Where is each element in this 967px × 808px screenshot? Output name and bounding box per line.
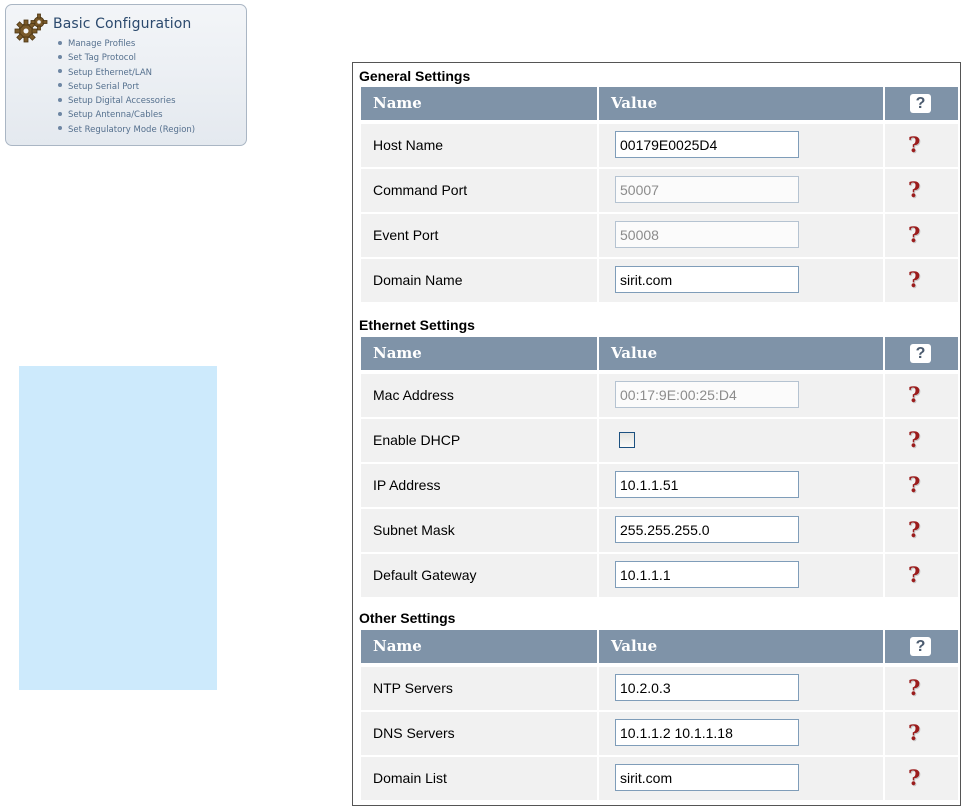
column-header-name: Name: [361, 87, 597, 120]
subnet-mask-input[interactable]: [615, 516, 799, 543]
column-header-value: Value: [599, 630, 883, 663]
question-mark-icon[interactable]: ?: [908, 427, 921, 452]
nav-item-set-tag-protocol[interactable]: Set Tag Protocol: [58, 51, 195, 65]
help-cell: [885, 554, 958, 597]
column-header-name: Name: [361, 630, 597, 663]
help-box-icon[interactable]: ?: [910, 637, 931, 656]
row-label-event-port: Event Port: [361, 214, 597, 257]
value-cell: [599, 124, 883, 167]
nav-title: Basic Configuration: [53, 16, 192, 32]
help-cell: [885, 509, 958, 552]
row-label-ip-address: IP Address: [361, 464, 597, 507]
question-mark-icon[interactable]: ?: [908, 382, 921, 407]
nav-item-setup-digital-accessories[interactable]: Setup Digital Accessories: [58, 94, 195, 108]
side-panel: [19, 366, 217, 690]
help-cell: [885, 464, 958, 507]
column-header-help: [885, 87, 958, 120]
question-mark-icon[interactable]: ?: [908, 720, 921, 745]
row-label-domain-list: Domain List: [361, 757, 597, 800]
mac-address-input: [615, 381, 799, 408]
question-mark-icon[interactable]: ?: [908, 472, 921, 497]
nav-item-set-regulatory-mode[interactable]: Set Regulatory Mode (Region): [58, 123, 195, 137]
domain-list-input[interactable]: [615, 764, 799, 791]
table-row: [361, 214, 958, 257]
question-mark-icon[interactable]: ?: [908, 177, 921, 202]
table-row: [361, 374, 958, 417]
value-cell: [599, 464, 883, 507]
nav-item-manage-profiles[interactable]: Manage Profiles: [58, 37, 195, 51]
value-cell: [599, 509, 883, 552]
help-cell: [885, 214, 958, 257]
section-title-ethernet: Ethernet Settings: [359, 317, 475, 333]
ip-address-input[interactable]: [615, 471, 799, 498]
ntp-servers-input[interactable]: [615, 674, 799, 701]
help-box-icon[interactable]: ?: [910, 344, 931, 363]
question-mark-icon[interactable]: ?: [908, 267, 921, 292]
row-label-command-port: Command Port: [361, 169, 597, 212]
section-title-other: Other Settings: [359, 610, 456, 626]
row-label-ntp-servers: NTP Servers: [361, 667, 597, 710]
command-port-input: [615, 176, 799, 203]
column-header-name: Name: [361, 337, 597, 370]
default-gateway-input[interactable]: [615, 561, 799, 588]
value-cell: [599, 374, 883, 417]
basic-configuration-menu: [5, 4, 247, 146]
table-row: [361, 464, 958, 507]
table-header: [361, 630, 958, 663]
settings-panel: [352, 62, 961, 806]
nav-item-setup-ethernet-lan[interactable]: Setup Ethernet/LAN: [58, 66, 195, 80]
help-cell: [885, 667, 958, 710]
table-row: [361, 667, 958, 710]
help-cell: [885, 712, 958, 755]
help-cell: [885, 757, 958, 800]
row-label-enable-dhcp: Enable DHCP: [361, 419, 597, 462]
event-port-input: [615, 221, 799, 248]
question-mark-icon[interactable]: ?: [908, 517, 921, 542]
help-cell: [885, 374, 958, 417]
table-header: [361, 337, 958, 370]
value-cell: [599, 214, 883, 257]
column-header-help: [885, 337, 958, 370]
gears-icon: [14, 13, 48, 43]
dns-servers-input[interactable]: [615, 719, 799, 746]
help-cell: [885, 124, 958, 167]
table-row: [361, 757, 958, 800]
nav-list: [58, 37, 195, 137]
enable-dhcp-checkbox[interactable]: [619, 432, 635, 448]
row-label-mac-address: Mac Address: [361, 374, 597, 417]
value-cell: [599, 259, 883, 302]
question-mark-icon[interactable]: ?: [908, 132, 921, 157]
nav-item-setup-antenna-cables[interactable]: Setup Antenna/Cables: [58, 108, 195, 122]
help-cell: [885, 419, 958, 462]
section-title-general: General Settings: [359, 68, 471, 84]
column-header-value: Value: [599, 87, 883, 120]
column-header-help: [885, 630, 958, 663]
table-row: [361, 259, 958, 302]
value-cell: [599, 712, 883, 755]
table-row: [361, 419, 958, 462]
row-label-subnet-mask: Subnet Mask: [361, 509, 597, 552]
row-label-domain-name: Domain Name: [361, 259, 597, 302]
question-mark-icon[interactable]: ?: [908, 222, 921, 247]
value-cell: [599, 554, 883, 597]
row-label-dns-servers: DNS Servers: [361, 712, 597, 755]
domain-name-input[interactable]: [615, 266, 799, 293]
table-row: [361, 509, 958, 552]
row-label-host-name: Host Name: [361, 124, 597, 167]
question-mark-icon[interactable]: ?: [908, 562, 921, 587]
table-row: [361, 554, 958, 597]
table-row: [361, 169, 958, 212]
value-cell: [599, 757, 883, 800]
help-box-icon[interactable]: ?: [910, 94, 931, 113]
value-cell: [599, 419, 883, 462]
help-cell: [885, 259, 958, 302]
question-mark-icon[interactable]: ?: [908, 675, 921, 700]
column-header-value: Value: [599, 337, 883, 370]
host-name-input[interactable]: [615, 131, 799, 158]
table-header: [361, 87, 958, 120]
help-cell: [885, 169, 958, 212]
table-row: [361, 124, 958, 167]
row-label-default-gateway: Default Gateway: [361, 554, 597, 597]
value-cell: [599, 169, 883, 212]
table-row: [361, 712, 958, 755]
value-cell: [599, 667, 883, 710]
nav-item-setup-serial-port[interactable]: Setup Serial Port: [58, 80, 195, 94]
question-mark-icon[interactable]: ?: [908, 765, 921, 790]
